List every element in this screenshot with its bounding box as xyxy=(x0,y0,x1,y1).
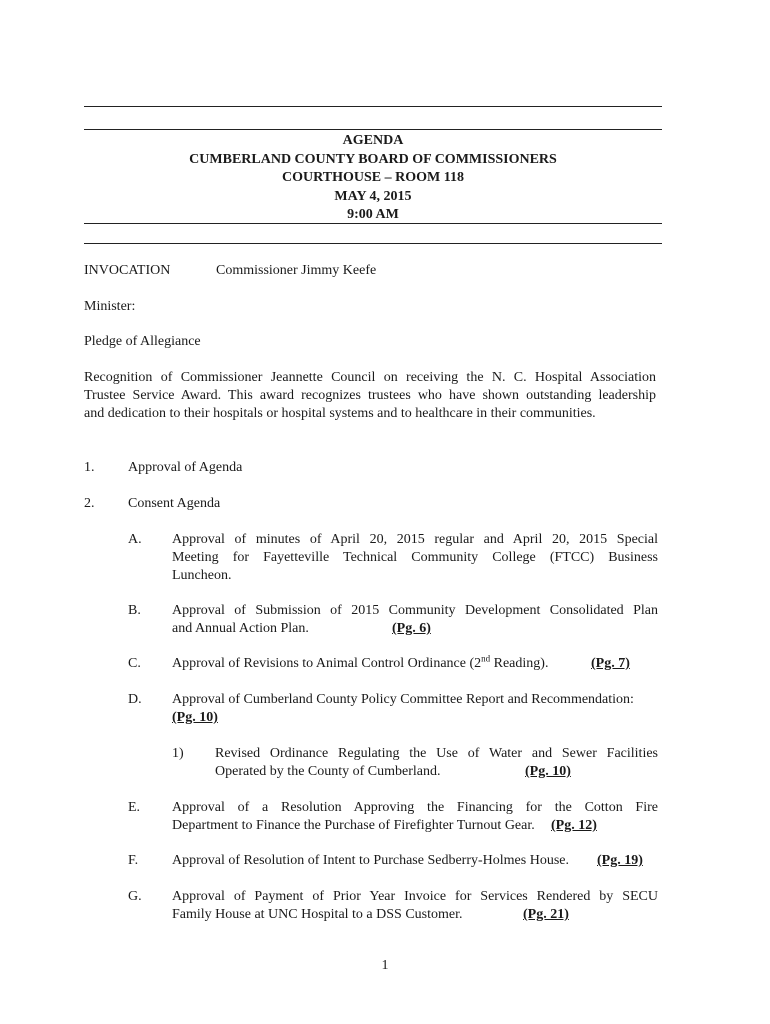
item-1-number: 1. xyxy=(84,460,95,475)
agenda-header xyxy=(84,132,662,225)
consent-a-line-2: Meeting for Fayetteville Technical Community College (FTCC) Business xyxy=(172,550,658,565)
consent-d-sub-1-line-1: Revised Ordinance Regulating the Use of Water and Sewer Facilities xyxy=(215,746,658,761)
consent-b-line-2-row xyxy=(172,620,658,638)
consent-c-page-ref: (Pg. 7) xyxy=(591,656,630,671)
consent-d-sub-1-number: 1) xyxy=(172,746,184,761)
invocation-value: Commissioner Jimmy Keefe xyxy=(216,263,377,278)
consent-c-text-before: Approval of Revisions to Animal Control Ordinance (2 xyxy=(172,656,482,671)
consent-a-line-1: Approval of minutes of April 20, 2015 regular and April 20, 2015 Special xyxy=(172,532,658,547)
consent-f-letter: F. xyxy=(128,853,139,868)
recognition-line-2: Trustee Service Award. This award recognizes trustees who have shown outstanding leadership xyxy=(84,388,656,403)
consent-d-sub-1-text xyxy=(215,745,658,781)
page-number: 1 xyxy=(381,958,389,973)
recognition-paragraph xyxy=(84,369,656,423)
consent-b-text xyxy=(172,602,658,638)
consent-c-text-after: Reading). xyxy=(490,656,549,671)
consent-c-letter: C. xyxy=(128,656,141,671)
consent-d-line-1: Approval of Cumberland County Policy Committee Report and Recommendation: xyxy=(172,692,634,707)
pledge-label: Pledge of Allegiance xyxy=(84,334,201,349)
consent-d-page-ref: (Pg. 10) xyxy=(172,710,218,725)
consent-f-page-ref: (Pg. 19) xyxy=(597,853,643,868)
consent-e-line-2-row xyxy=(172,817,658,835)
consent-b-line-2: and Annual Action Plan. xyxy=(172,621,309,636)
consent-g-page-ref: (Pg. 21) xyxy=(523,907,569,922)
consent-d-sub-1-line-2-row xyxy=(215,763,658,781)
item-1-text: Approval of Agenda xyxy=(128,460,243,475)
header-board: CUMBERLAND COUNTY BOARD OF COMMISSIONERS xyxy=(189,151,557,167)
item-2-text: Consent Agenda xyxy=(128,496,221,511)
header-location: COURTHOUSE – ROOM 118 xyxy=(282,170,464,185)
consent-c-superscript: nd xyxy=(481,653,491,664)
header-date: MAY 4, 2015 xyxy=(334,188,412,204)
consent-e-page-ref: (Pg. 12) xyxy=(551,818,597,833)
consent-e-letter: E. xyxy=(128,800,141,815)
consent-a-line-3: Luncheon. xyxy=(172,568,232,583)
recognition-line-3: and dedication to their hospitals or hospital systems and to healthcare in their communities. xyxy=(84,406,596,421)
top-rule-1 xyxy=(84,106,662,107)
recognition-line-1: Recognition of Commissioner Jeannette Council on receiving the N. C. Hospital Association xyxy=(84,370,656,385)
consent-e-line-1: Approval of a Resolution Approving the Financing for the Cotton Fire xyxy=(172,800,658,815)
consent-f-text: Approval of Resolution of Intent to Purchase Sedberry-Holmes House. xyxy=(172,853,569,868)
invocation-label: INVOCATION xyxy=(84,263,171,278)
consent-g-line-2: Family House at UNC Hospital to a DSS Customer. xyxy=(172,907,463,922)
consent-g-letter: G. xyxy=(128,889,142,904)
minister-label: Minister: xyxy=(84,299,136,314)
header-title: AGENDA xyxy=(342,133,404,148)
consent-e-text xyxy=(172,799,658,835)
consent-b-page-ref: (Pg. 6) xyxy=(392,621,431,636)
consent-d-sub-1-page-ref: (Pg. 10) xyxy=(525,764,571,779)
item-2-number: 2. xyxy=(84,496,95,511)
consent-a-letter: A. xyxy=(128,532,142,547)
header-time: 9:00 AM xyxy=(347,207,399,222)
consent-b-line-1: Approval of Submission of 2015 Community Development Consolidated Plan xyxy=(172,603,658,618)
consent-b-letter: B. xyxy=(128,603,141,618)
consent-g-line-1: Approval of Payment of Prior Year Invoice for Services Rendered by SECU xyxy=(172,889,658,904)
consent-e-line-2: Department to Finance the Purchase of Firefighter Turnout Gear. xyxy=(172,818,535,833)
consent-g-line-2-row xyxy=(172,906,658,924)
consent-d-sub-1-line-2: Operated by the County of Cumberland. xyxy=(215,764,441,779)
header-bottom-rule-1 xyxy=(84,223,662,224)
consent-a-text xyxy=(172,531,658,585)
consent-g-text xyxy=(172,888,658,924)
header-bottom-rule-2 xyxy=(84,243,662,244)
top-rule-2 xyxy=(84,129,662,130)
consent-d-letter: D. xyxy=(128,692,142,707)
consent-c-text xyxy=(172,655,548,673)
